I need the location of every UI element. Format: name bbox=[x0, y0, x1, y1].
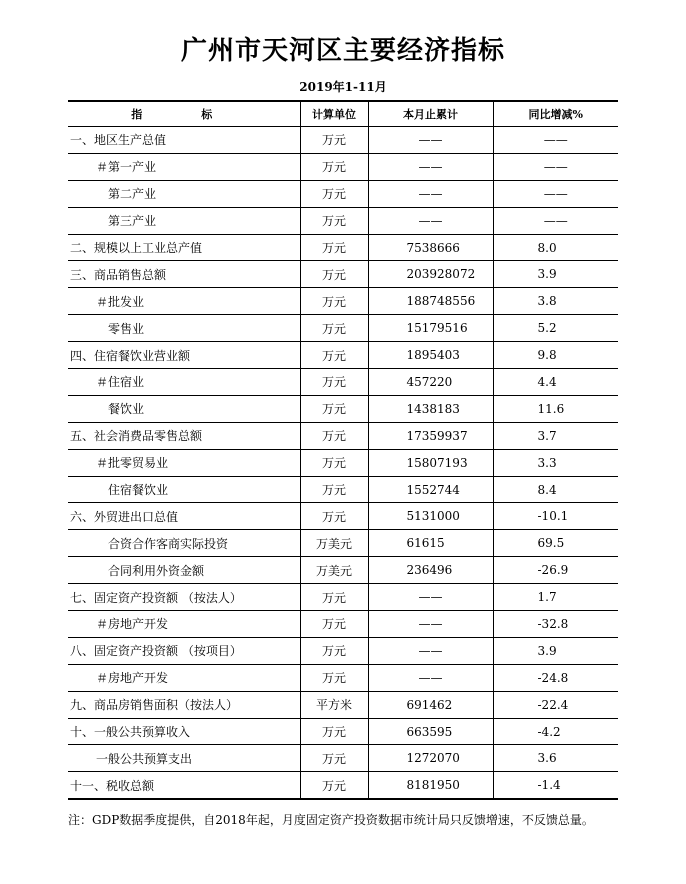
indicator-change: -26.9 bbox=[493, 557, 618, 584]
indicator-unit: 万元 bbox=[300, 207, 368, 234]
report-period: 2019年1-11月 bbox=[299, 80, 387, 94]
indicator-change: -22.4 bbox=[493, 691, 618, 718]
indicator-unit: 万元 bbox=[300, 288, 368, 315]
indicator-unit: 万元 bbox=[300, 772, 368, 799]
indicator-change: 3.3 bbox=[493, 449, 618, 476]
indicator-value: 8181950 bbox=[368, 772, 493, 799]
table-row bbox=[68, 476, 618, 503]
table-row bbox=[68, 395, 618, 422]
indicator-change: 8.4 bbox=[493, 476, 618, 503]
indicator-name: 零售业 bbox=[68, 315, 300, 342]
indicator-change: 8.0 bbox=[493, 234, 618, 261]
indicator-change: 4.4 bbox=[493, 369, 618, 396]
table-row bbox=[68, 180, 618, 207]
indicator-name: 二、规模以上工业总产值 bbox=[68, 234, 300, 261]
indicator-value: 236496 bbox=[368, 557, 493, 584]
indicator-unit: 万元 bbox=[300, 718, 368, 745]
indicator-value: 1272070 bbox=[368, 745, 493, 772]
table-row bbox=[68, 288, 618, 315]
indicator-value: 691462 bbox=[368, 691, 493, 718]
indicator-change: 3.9 bbox=[493, 261, 618, 288]
indicator-change: -32.8 bbox=[493, 611, 618, 638]
header-indicator: 指 标 bbox=[68, 101, 300, 127]
indicator-name: ＃住宿业 bbox=[68, 369, 300, 396]
table-row bbox=[68, 153, 618, 180]
indicator-change: -1.4 bbox=[493, 772, 618, 799]
footnote: 注：GDP数据季度提供，自2018年起，月度固定资产投资数据市统计局只反馈增速，不反馈总量。 bbox=[68, 813, 594, 827]
table-row bbox=[68, 557, 618, 584]
table-row bbox=[68, 422, 618, 449]
indicator-value: 5131000 bbox=[368, 503, 493, 530]
indicator-name: 八、固定资产投资额 （按项目） bbox=[68, 637, 300, 664]
indicators-table bbox=[68, 100, 618, 800]
indicator-unit: 万元 bbox=[300, 369, 368, 396]
indicator-change: —— bbox=[493, 153, 618, 180]
indicator-change: -24.8 bbox=[493, 664, 618, 691]
table-row bbox=[68, 718, 618, 745]
indicator-unit: 万元 bbox=[300, 180, 368, 207]
indicator-change: 69.5 bbox=[493, 530, 618, 557]
indicator-unit: 平方米 bbox=[300, 691, 368, 718]
indicator-name: ＃批零贸易业 bbox=[68, 449, 300, 476]
indicator-value: —— bbox=[368, 637, 493, 664]
indicator-name: 一、地区生产总值 bbox=[68, 127, 300, 154]
table-row bbox=[68, 127, 618, 154]
indicator-value: —— bbox=[368, 180, 493, 207]
header-yoy-change: 同比增减% bbox=[493, 101, 618, 127]
indicator-value: —— bbox=[368, 611, 493, 638]
table-row bbox=[68, 664, 618, 691]
indicator-value: 203928072 bbox=[368, 261, 493, 288]
indicator-value: —— bbox=[368, 153, 493, 180]
indicator-unit: 万元 bbox=[300, 234, 368, 261]
indicator-unit: 万元 bbox=[300, 422, 368, 449]
indicator-change: -10.1 bbox=[493, 503, 618, 530]
indicator-change: —— bbox=[493, 127, 618, 154]
indicator-unit: 万元 bbox=[300, 476, 368, 503]
indicator-change: —— bbox=[493, 207, 618, 234]
indicator-name: 第二产业 bbox=[68, 180, 300, 207]
table-row bbox=[68, 691, 618, 718]
indicator-unit: 万元 bbox=[300, 745, 368, 772]
table-row bbox=[68, 315, 618, 342]
indicator-change: 3.9 bbox=[493, 637, 618, 664]
table-row bbox=[68, 530, 618, 557]
table-row bbox=[68, 772, 618, 799]
indicator-change: —— bbox=[493, 180, 618, 207]
page-title: 广州市天河区主要经济指标 bbox=[180, 36, 505, 66]
indicator-unit: 万元 bbox=[300, 584, 368, 611]
indicator-unit: 万元 bbox=[300, 637, 368, 664]
indicator-value: 457220 bbox=[368, 369, 493, 396]
indicator-name: 餐饮业 bbox=[68, 395, 300, 422]
indicator-value: 61615 bbox=[368, 530, 493, 557]
indicator-name: 第三产业 bbox=[68, 207, 300, 234]
indicator-unit: 万元 bbox=[300, 503, 368, 530]
indicator-value: 1438183 bbox=[368, 395, 493, 422]
indicator-change: 3.8 bbox=[493, 288, 618, 315]
table-row bbox=[68, 745, 618, 772]
table-row bbox=[68, 261, 618, 288]
table-row bbox=[68, 234, 618, 261]
indicator-name: 住宿餐饮业 bbox=[68, 476, 300, 503]
indicator-value: 17359937 bbox=[368, 422, 493, 449]
indicator-name: 一般公共预算支出 bbox=[68, 745, 300, 772]
indicator-unit: 万元 bbox=[300, 342, 368, 369]
indicator-unit: 万元 bbox=[300, 664, 368, 691]
header-unit: 计算单位 bbox=[300, 101, 368, 127]
indicator-name: 三、商品销售总额 bbox=[68, 261, 300, 288]
table-row bbox=[68, 584, 618, 611]
indicator-name: ＃房地产开发 bbox=[68, 664, 300, 691]
indicator-unit: 万元 bbox=[300, 153, 368, 180]
indicator-change: 3.6 bbox=[493, 745, 618, 772]
indicator-name: 十一、税收总额 bbox=[68, 772, 300, 799]
indicator-unit: 万元 bbox=[300, 611, 368, 638]
indicator-name: 五、社会消费品零售总额 bbox=[68, 422, 300, 449]
table-row bbox=[68, 637, 618, 664]
indicator-value: —— bbox=[368, 584, 493, 611]
table-header-row bbox=[68, 101, 618, 127]
indicator-change: 5.2 bbox=[493, 315, 618, 342]
indicator-value: 7538666 bbox=[368, 234, 493, 261]
indicator-change: 9.8 bbox=[493, 342, 618, 369]
indicator-name: 合同利用外资金额 bbox=[68, 557, 300, 584]
indicator-name: 六、外贸进出口总值 bbox=[68, 503, 300, 530]
indicator-name: 九、商品房销售面积（按法人） bbox=[68, 691, 300, 718]
indicator-unit: 万元 bbox=[300, 127, 368, 154]
indicator-unit: 万美元 bbox=[300, 557, 368, 584]
indicator-change: -4.2 bbox=[493, 718, 618, 745]
indicator-change: 11.6 bbox=[493, 395, 618, 422]
indicator-value: 15807193 bbox=[368, 449, 493, 476]
indicator-value: 1552744 bbox=[368, 476, 493, 503]
indicator-name: ＃第一产业 bbox=[68, 153, 300, 180]
header-cumulative: 本月止累计 bbox=[368, 101, 493, 127]
indicator-name: ＃批发业 bbox=[68, 288, 300, 315]
indicator-name: 四、住宿餐饮业营业额 bbox=[68, 342, 300, 369]
indicator-unit: 万元 bbox=[300, 261, 368, 288]
indicator-value: 15179516 bbox=[368, 315, 493, 342]
indicator-value: 188748556 bbox=[368, 288, 493, 315]
indicator-value: —— bbox=[368, 664, 493, 691]
indicator-unit: 万元 bbox=[300, 449, 368, 476]
indicator-name: 十、一般公共预算收入 bbox=[68, 718, 300, 745]
indicator-change: 3.7 bbox=[493, 422, 618, 449]
indicator-unit: 万元 bbox=[300, 315, 368, 342]
indicator-change: 1.7 bbox=[493, 584, 618, 611]
table-row bbox=[68, 449, 618, 476]
indicator-name: 合资合作客商实际投资 bbox=[68, 530, 300, 557]
indicator-value: —— bbox=[368, 127, 493, 154]
indicator-unit: 万元 bbox=[300, 395, 368, 422]
table-row bbox=[68, 503, 618, 530]
table-row bbox=[68, 611, 618, 638]
indicator-value: 1895403 bbox=[368, 342, 493, 369]
indicator-value: —— bbox=[368, 207, 493, 234]
indicator-value: 663595 bbox=[368, 718, 493, 745]
table-row bbox=[68, 369, 618, 396]
table-row bbox=[68, 207, 618, 234]
indicator-unit: 万美元 bbox=[300, 530, 368, 557]
indicator-name: ＃房地产开发 bbox=[68, 611, 300, 638]
table-row bbox=[68, 342, 618, 369]
indicator-name: 七、固定资产投资额 （按法人） bbox=[68, 584, 300, 611]
